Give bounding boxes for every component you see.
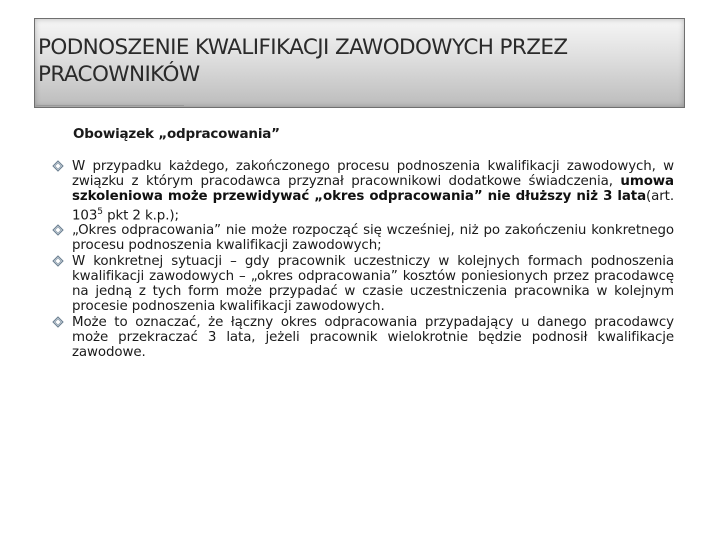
bullet-item (52, 315, 674, 361)
diamond-bullet-icon (52, 316, 64, 328)
diamond-bullet-icon (52, 160, 64, 172)
bullet-text: W przypadku każdego, zakończonego procesu podnoszenia kwalifikacji zawodowych, w związku z którym pracodawca przyznał pracownikowi dodatkowe świadczenia, (72, 159, 674, 190)
diamond-bullet-icon (52, 255, 64, 267)
subheading: Obowiązek „odpracowania” (73, 126, 280, 142)
superscript: 5 (97, 206, 103, 217)
diamond-bullet-icon (52, 224, 64, 236)
bullet-text: (art. 103 (72, 189, 674, 224)
slide-title: PODNOSZENIE KWALIFIKACJI ZAWODOWYCH PRZEZ PRACOWNIKÓW (38, 35, 568, 87)
bullet-item (52, 254, 674, 315)
bullet-emphasis: umowa szkoleniowa może przewidywać „okres odpracowania” nie dłuższy niż 3 lata (72, 174, 674, 205)
bullet-text: „Okres odpracowania” nie może rozpocząć się wcześniej, niż po zakończeniu konkretnego procesu podnoszenia kwalifikacji zawodowych; (72, 223, 674, 254)
bullet-item (52, 223, 674, 253)
bullet-text: Może to oznaczać, że łączny okres odpracowania przypadający u danego pracodawcy może przekraczać 3 lata, jeżeli pracownik wielokrotnie będzie podnosił kwalifikacje zawodowe. (72, 314, 674, 360)
bullet-item (52, 159, 674, 223)
title-underline (36, 105, 184, 106)
bullet-list (52, 159, 674, 360)
bullet-text: pkt 2 k.p.); (102, 208, 179, 224)
bullet-text: W konkretnej sytuacji – gdy pracownik uczestniczy w kolejnych formach podnoszenia kwalifikacji zawodowych – „okres odpracowania” kosztów poniesionych przez pracodawcę na jedną z tych form może przypadać w czasie uczestniczenia pracownika w kolejnym procesie podnoszenia kwalifikacji zawodowych. (72, 253, 674, 315)
